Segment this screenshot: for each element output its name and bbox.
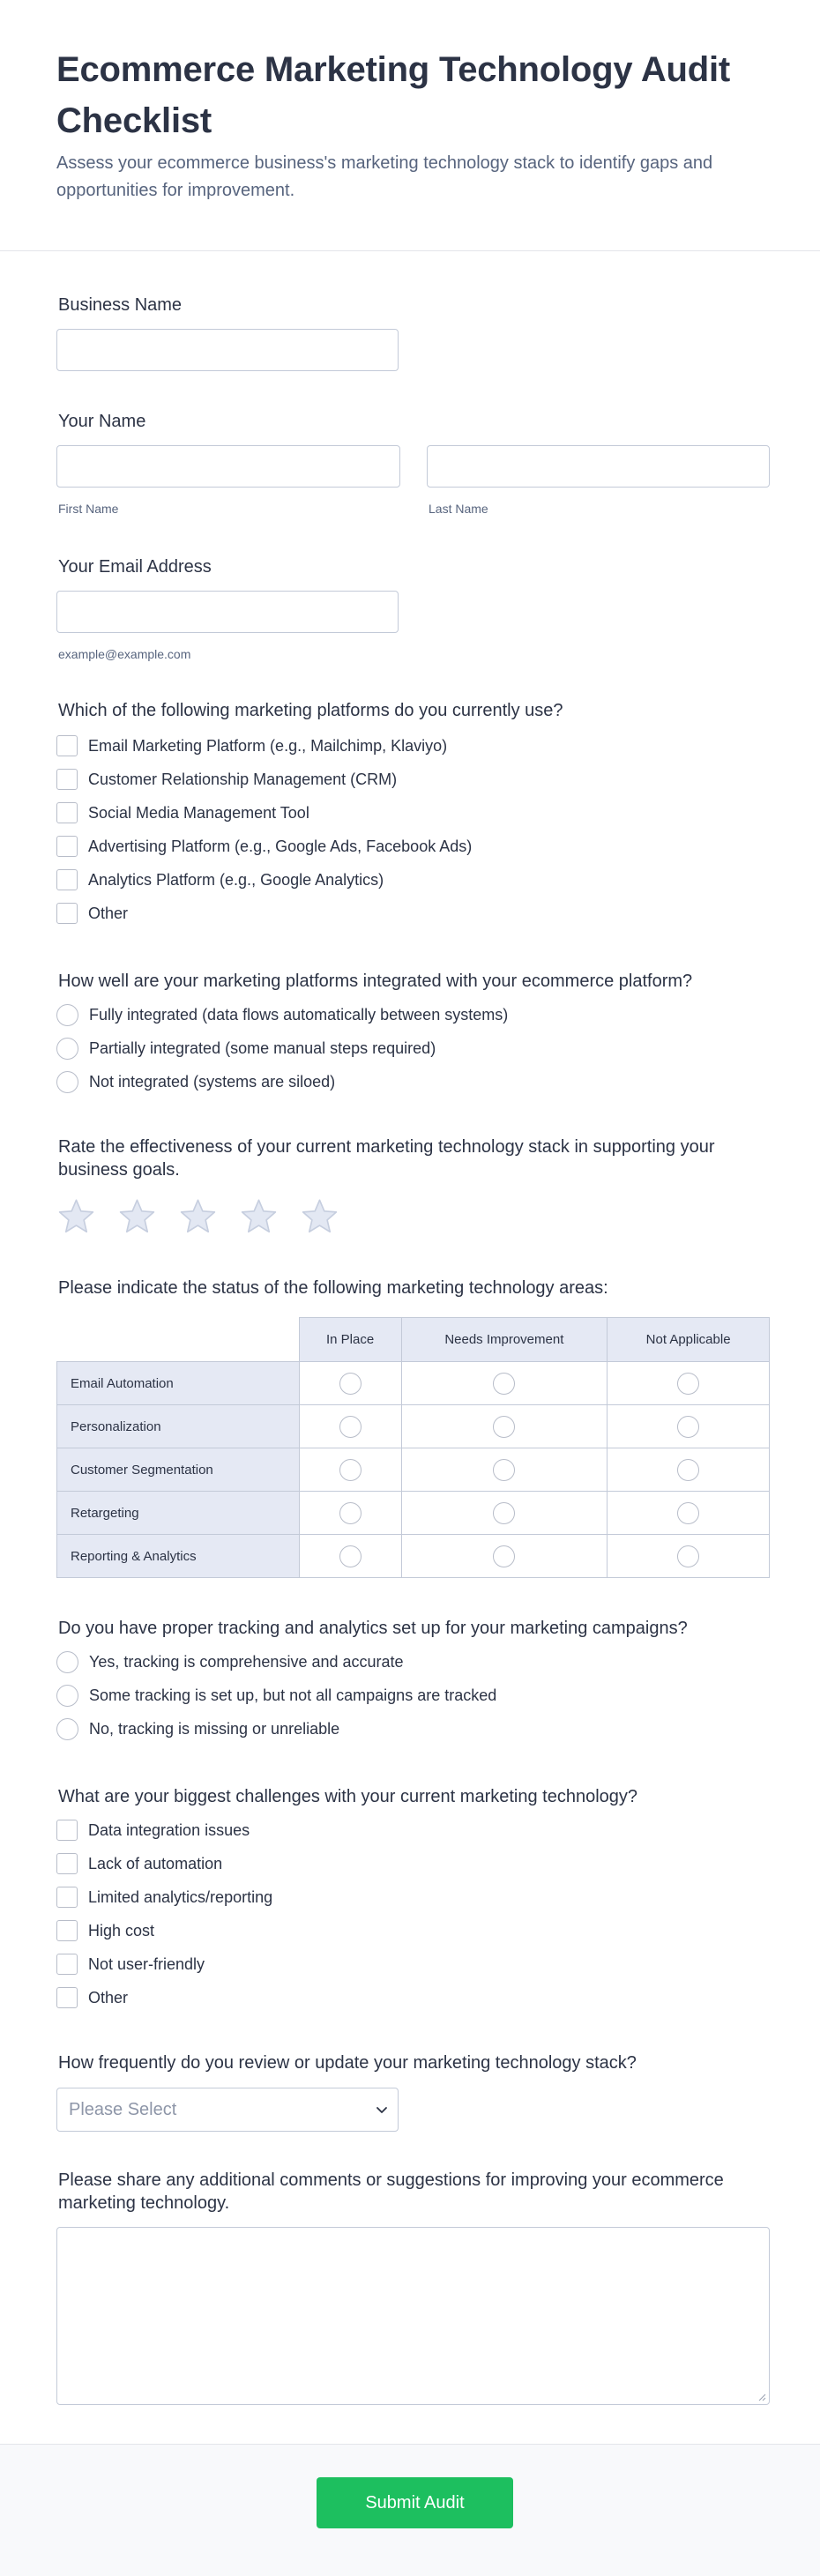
integration-option[interactable]: Partially integrated (some manual steps required)	[56, 1031, 770, 1065]
email-label: Your Email Address	[58, 557, 212, 577]
star-icon[interactable]	[239, 1197, 279, 1236]
challenge-option[interactable]: Limited analytics/reporting	[56, 1880, 770, 1914]
radio-button[interactable]	[339, 1502, 362, 1524]
last-name-input[interactable]	[427, 445, 770, 488]
checkbox[interactable]	[56, 769, 78, 790]
tracking-label: Do you have proper tracking and analytics set up for your marketing campaigns?	[58, 1619, 688, 1638]
tracking-option[interactable]: Some tracking is set up, but not all campaigns are tracked	[56, 1679, 770, 1712]
email-question	[56, 555, 770, 661]
challenge-option[interactable]: Other	[56, 1981, 770, 2014]
radio-button[interactable]	[677, 1545, 699, 1567]
email-input[interactable]	[56, 591, 399, 633]
radio-button[interactable]	[677, 1373, 699, 1395]
checkbox[interactable]	[56, 735, 78, 756]
frequency-placeholder: Please Select	[69, 2099, 177, 2119]
star-icon[interactable]	[56, 1197, 96, 1236]
challenge-option[interactable]: Data integration issues	[56, 1813, 770, 1847]
business-name-question	[56, 294, 770, 371]
radio-button[interactable]	[339, 1416, 362, 1438]
star-icon[interactable]	[300, 1197, 339, 1236]
radio-button[interactable]	[56, 1718, 78, 1740]
first-name-sublabel: First Name	[58, 502, 119, 516]
comments-textarea[interactable]	[56, 2227, 770, 2405]
matrix-column-header: In Place	[299, 1318, 401, 1362]
matrix-row	[57, 1405, 770, 1448]
matrix-cell[interactable]	[608, 1448, 770, 1492]
radio-button[interactable]	[56, 1685, 78, 1707]
matrix-cell[interactable]	[299, 1405, 401, 1448]
challenges-question	[56, 1785, 770, 2014]
rating-label: Rate the effectiveness of your current marketing technology stack in supporting your business goals.	[58, 1137, 715, 1180]
radio-button[interactable]	[339, 1459, 362, 1481]
matrix-question	[56, 1277, 770, 1578]
status-matrix	[56, 1317, 770, 1578]
matrix-cell[interactable]	[608, 1362, 770, 1405]
frequency-label: How frequently do you review or update your marketing technology stack?	[58, 2053, 637, 2073]
matrix-cell[interactable]	[401, 1535, 608, 1578]
form-footer	[0, 2444, 820, 2576]
matrix-cell[interactable]	[401, 1405, 608, 1448]
audit-form	[0, 294, 820, 2405]
challenges-options	[56, 1813, 770, 2014]
integration-question	[56, 970, 770, 1098]
platforms-label: Which of the following marketing platforms do you currently use?	[58, 701, 563, 720]
matrix-cell[interactable]	[608, 1535, 770, 1578]
page-description: Assess your ecommerce business's marketing technology stack to identify gaps and opportunities for improvement.	[56, 153, 713, 200]
integration-label: How well are your marketing platforms integrated with your ecommerce platform?	[58, 972, 693, 991]
radio-button[interactable]	[56, 1038, 78, 1060]
checkbox[interactable]	[56, 802, 78, 823]
challenge-option[interactable]: Not user-friendly	[56, 1947, 770, 1981]
matrix-row-label: Customer Segmentation	[57, 1448, 300, 1492]
matrix-cell[interactable]	[608, 1405, 770, 1448]
star-icon[interactable]	[178, 1197, 218, 1236]
your-name-label: Your Name	[58, 412, 146, 431]
platforms-question	[56, 699, 770, 930]
tracking-question	[56, 1617, 770, 1746]
matrix-row-label: Reporting & Analytics	[57, 1535, 300, 1578]
chevron-down-icon	[375, 2103, 389, 2117]
business-name-label: Business Name	[58, 295, 183, 315]
checkbox[interactable]	[56, 1954, 78, 1975]
challenge-option[interactable]: High cost	[56, 1914, 770, 1947]
platform-option[interactable]: Advertising Platform (e.g., Google Ads, Facebook Ads)	[56, 830, 770, 863]
checkbox[interactable]	[56, 1987, 78, 2008]
checkbox[interactable]	[56, 1853, 78, 1874]
integration-option[interactable]: Fully integrated (data flows automatically between systems)	[56, 998, 770, 1031]
challenge-option[interactable]: Lack of automation	[56, 1847, 770, 1880]
frequency-dropdown[interactable]	[56, 2088, 399, 2132]
integration-options	[56, 998, 770, 1098]
checkbox[interactable]	[56, 903, 78, 924]
radio-button[interactable]	[493, 1416, 515, 1438]
star-icon[interactable]	[117, 1197, 157, 1236]
matrix-corner	[57, 1318, 300, 1362]
checkbox[interactable]	[56, 1920, 78, 1941]
tracking-option[interactable]: Yes, tracking is comprehensive and accurate	[56, 1645, 770, 1679]
submit-button[interactable]: Submit Audit	[317, 2477, 513, 2528]
matrix-cell[interactable]	[299, 1535, 401, 1578]
platform-option[interactable]: Social Media Management Tool	[56, 796, 770, 830]
matrix-row-label: Personalization	[57, 1405, 300, 1448]
matrix-cell[interactable]	[299, 1492, 401, 1535]
radio-button[interactable]	[493, 1545, 515, 1567]
matrix-cell[interactable]	[401, 1362, 608, 1405]
checkbox[interactable]	[56, 1820, 78, 1841]
matrix-column-header: Not Applicable	[608, 1318, 770, 1362]
platform-option[interactable]: Other	[56, 897, 770, 930]
matrix-cell[interactable]	[401, 1448, 608, 1492]
page-title: Ecommerce Marketing Technology Audit Checklist	[56, 50, 731, 140]
radio-button[interactable]	[56, 1004, 78, 1026]
challenges-label: What are your biggest challenges with your current marketing technology?	[58, 1787, 638, 1806]
form-header	[0, 0, 820, 251]
matrix-cell[interactable]	[299, 1448, 401, 1492]
matrix-row-label: Email Automation	[57, 1362, 300, 1405]
first-name-input[interactable]	[56, 445, 400, 488]
email-sublabel: example@example.com	[58, 647, 191, 661]
matrix-label: Please indicate the status of the following marketing technology areas:	[58, 1278, 608, 1298]
matrix-cell[interactable]	[608, 1492, 770, 1535]
checkbox[interactable]	[56, 1887, 78, 1908]
platform-option[interactable]: Customer Relationship Management (CRM)	[56, 763, 770, 796]
comments-label: Please share any additional comments or suggestions for improving your ecommerce marketing technology.	[58, 2170, 724, 2213]
star-rating	[56, 1197, 770, 1236]
frequency-question	[56, 2051, 770, 2132]
matrix-row-label: Retargeting	[57, 1492, 300, 1535]
matrix-cell[interactable]	[401, 1492, 608, 1535]
radio-button[interactable]	[677, 1459, 699, 1481]
radio-button[interactable]	[339, 1545, 362, 1567]
your-name-question	[56, 410, 770, 516]
integration-option[interactable]: Not integrated (systems are siloed)	[56, 1065, 770, 1098]
checkbox[interactable]	[56, 836, 78, 857]
matrix-row	[57, 1492, 770, 1535]
radio-button[interactable]	[677, 1502, 699, 1524]
matrix-row	[57, 1448, 770, 1492]
radio-button[interactable]	[56, 1651, 78, 1673]
matrix-cell[interactable]	[299, 1362, 401, 1405]
matrix-row	[57, 1362, 770, 1405]
radio-button[interactable]	[56, 1071, 78, 1093]
radio-button[interactable]	[339, 1373, 362, 1395]
platform-option[interactable]: Email Marketing Platform (e.g., Mailchimp, Klaviyo)	[56, 729, 770, 763]
resize-handle-icon[interactable]	[757, 2393, 766, 2401]
radio-button[interactable]	[493, 1459, 515, 1481]
comments-question	[56, 2169, 770, 2405]
business-name-input[interactable]	[56, 329, 399, 371]
platform-option[interactable]: Analytics Platform (e.g., Google Analytics)	[56, 863, 770, 897]
radio-button[interactable]	[493, 1502, 515, 1524]
platforms-options	[56, 729, 770, 930]
rating-question	[56, 1135, 770, 1236]
last-name-sublabel: Last Name	[429, 502, 488, 516]
matrix-row	[57, 1535, 770, 1578]
matrix-column-header: Needs Improvement	[401, 1318, 608, 1362]
tracking-options	[56, 1645, 770, 1746]
radio-button[interactable]	[493, 1373, 515, 1395]
checkbox[interactable]	[56, 869, 78, 890]
tracking-option[interactable]: No, tracking is missing or unreliable	[56, 1712, 770, 1746]
radio-button[interactable]	[677, 1416, 699, 1438]
